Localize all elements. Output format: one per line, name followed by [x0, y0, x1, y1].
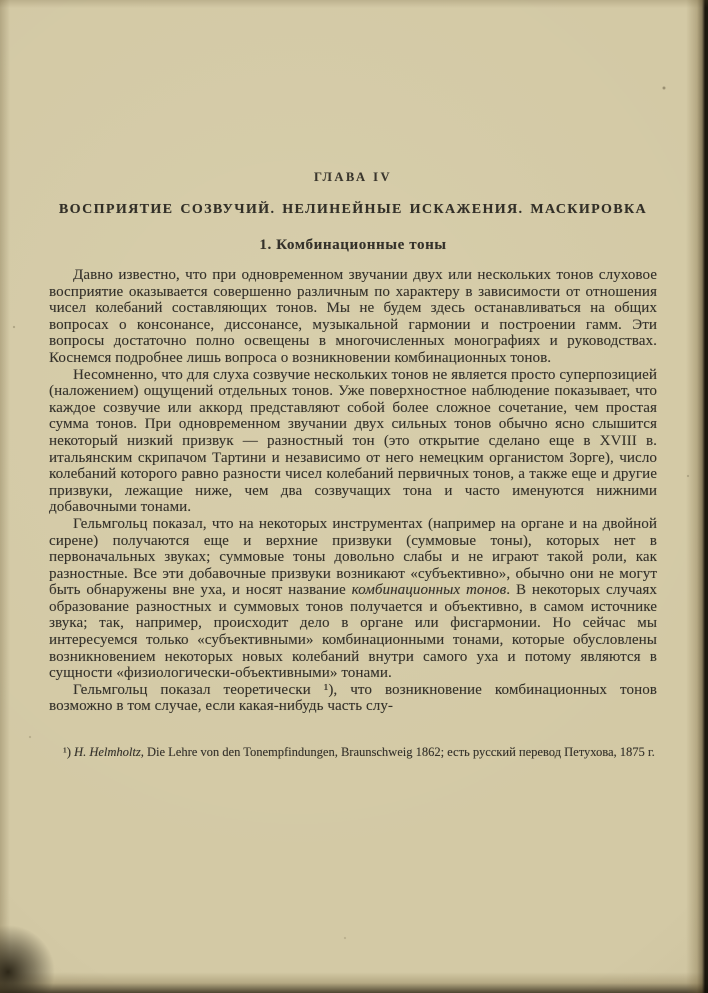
paragraph-3-text-start: Гельмгольц показал, что на некоторых инструментах (например на органе и на двойной сирене) получаются еще и верхние призвуки (суммовые тоны), которых нет в первоначальных звуках; суммовые тоны довольно слабы и не играют такой роли, как разностные. Все эти добавочные призвуки возникают «субъективно», обычно они не могут быть обнаружены вне уха, и носят название — [49, 515, 657, 599]
page-title: ВОСПРИЯТИЕ СОЗВУЧИЙ. НЕЛИНЕЙНЫЕ ИСКАЖЕНИЯ. МАСКИРОВКА — [58, 202, 648, 217]
paragraph-1: Давно известно, что при одновременном звучании двух или нескольких тонов слуховое восприятие оказывается совершенно различным по характеру в зависимости от отношения чисел колебаний составляющих тонов. Мы не будем здесь останавливаться на общих вопросах о консонансе, диссонансе, музыкальной гармонии и построении гамм. Эти вопросы достаточно полно освещены в многочисленных монографиях и руководствах. Коснемся подробнее лишь вопроса о возникновении комбинационных тонов. — [49, 267, 657, 366]
paragraph-2: Несомненно, что для слуха созвучие нескольких тонов не является просто суперпозицией (наложением) ощущений отдельных тонов. Уже поверхностное наблюдение показывает, что каждое созвучие или аккорд представляют собой более сложное сочетание, чем простая сумма тонов. При одновременном звучании двух сильных тонов обычно ясно слышится некоторый низкий призвук — разностный тон (это открытие сделано еще в XVIII в. итальянским скрипачом Тартини и независимо от него немецким органистом Зорге), число колебаний которого равно разности чисел колебаний первичных тонов, а также еще и другие призвуки, лежащие ниже, чем два созвучащих тона и часто именуются нижними добавочными тонами. — [49, 366, 657, 516]
page-content — [49, 0, 657, 761]
section-heading: 1. Комбинационные тоны — [259, 237, 447, 253]
body-text — [49, 267, 657, 715]
footnote-text: Die Lehre von den Tonempfindungen, Braunschweig 1862; есть русский перевод Петухова, 1875 г. — [143, 745, 655, 760]
paragraph-3-text-end: . В некоторых случаях образование разностных и суммовых тонов получается и объективно, в самом источнике звука; так, например, происходит дело в органе или фисгармонии. Но сейчас мы интересуемся только «субъективными» комбинационными тонами, которые обусловлены возникновением некоторых новых колебаний внутри самого уха и потому являются в сущности «физиологически-объективными» тонами. — [49, 582, 658, 682]
chapter-heading: ГЛАВА IV — [313, 170, 392, 184]
italic-term-combination-tones: комбинационных тонов — [351, 582, 507, 599]
paragraph-4: Гельмгольц показал теоретически ¹), что возникновение комбинационных тонов возможно в том случае, если какая-нибудь часть слу- — [49, 681, 657, 715]
paragraph-3 — [49, 516, 657, 682]
footnote-marker: ¹) — [63, 745, 75, 760]
footnote — [49, 745, 657, 761]
footnote-author: H. Helmholtz, — [74, 745, 144, 760]
